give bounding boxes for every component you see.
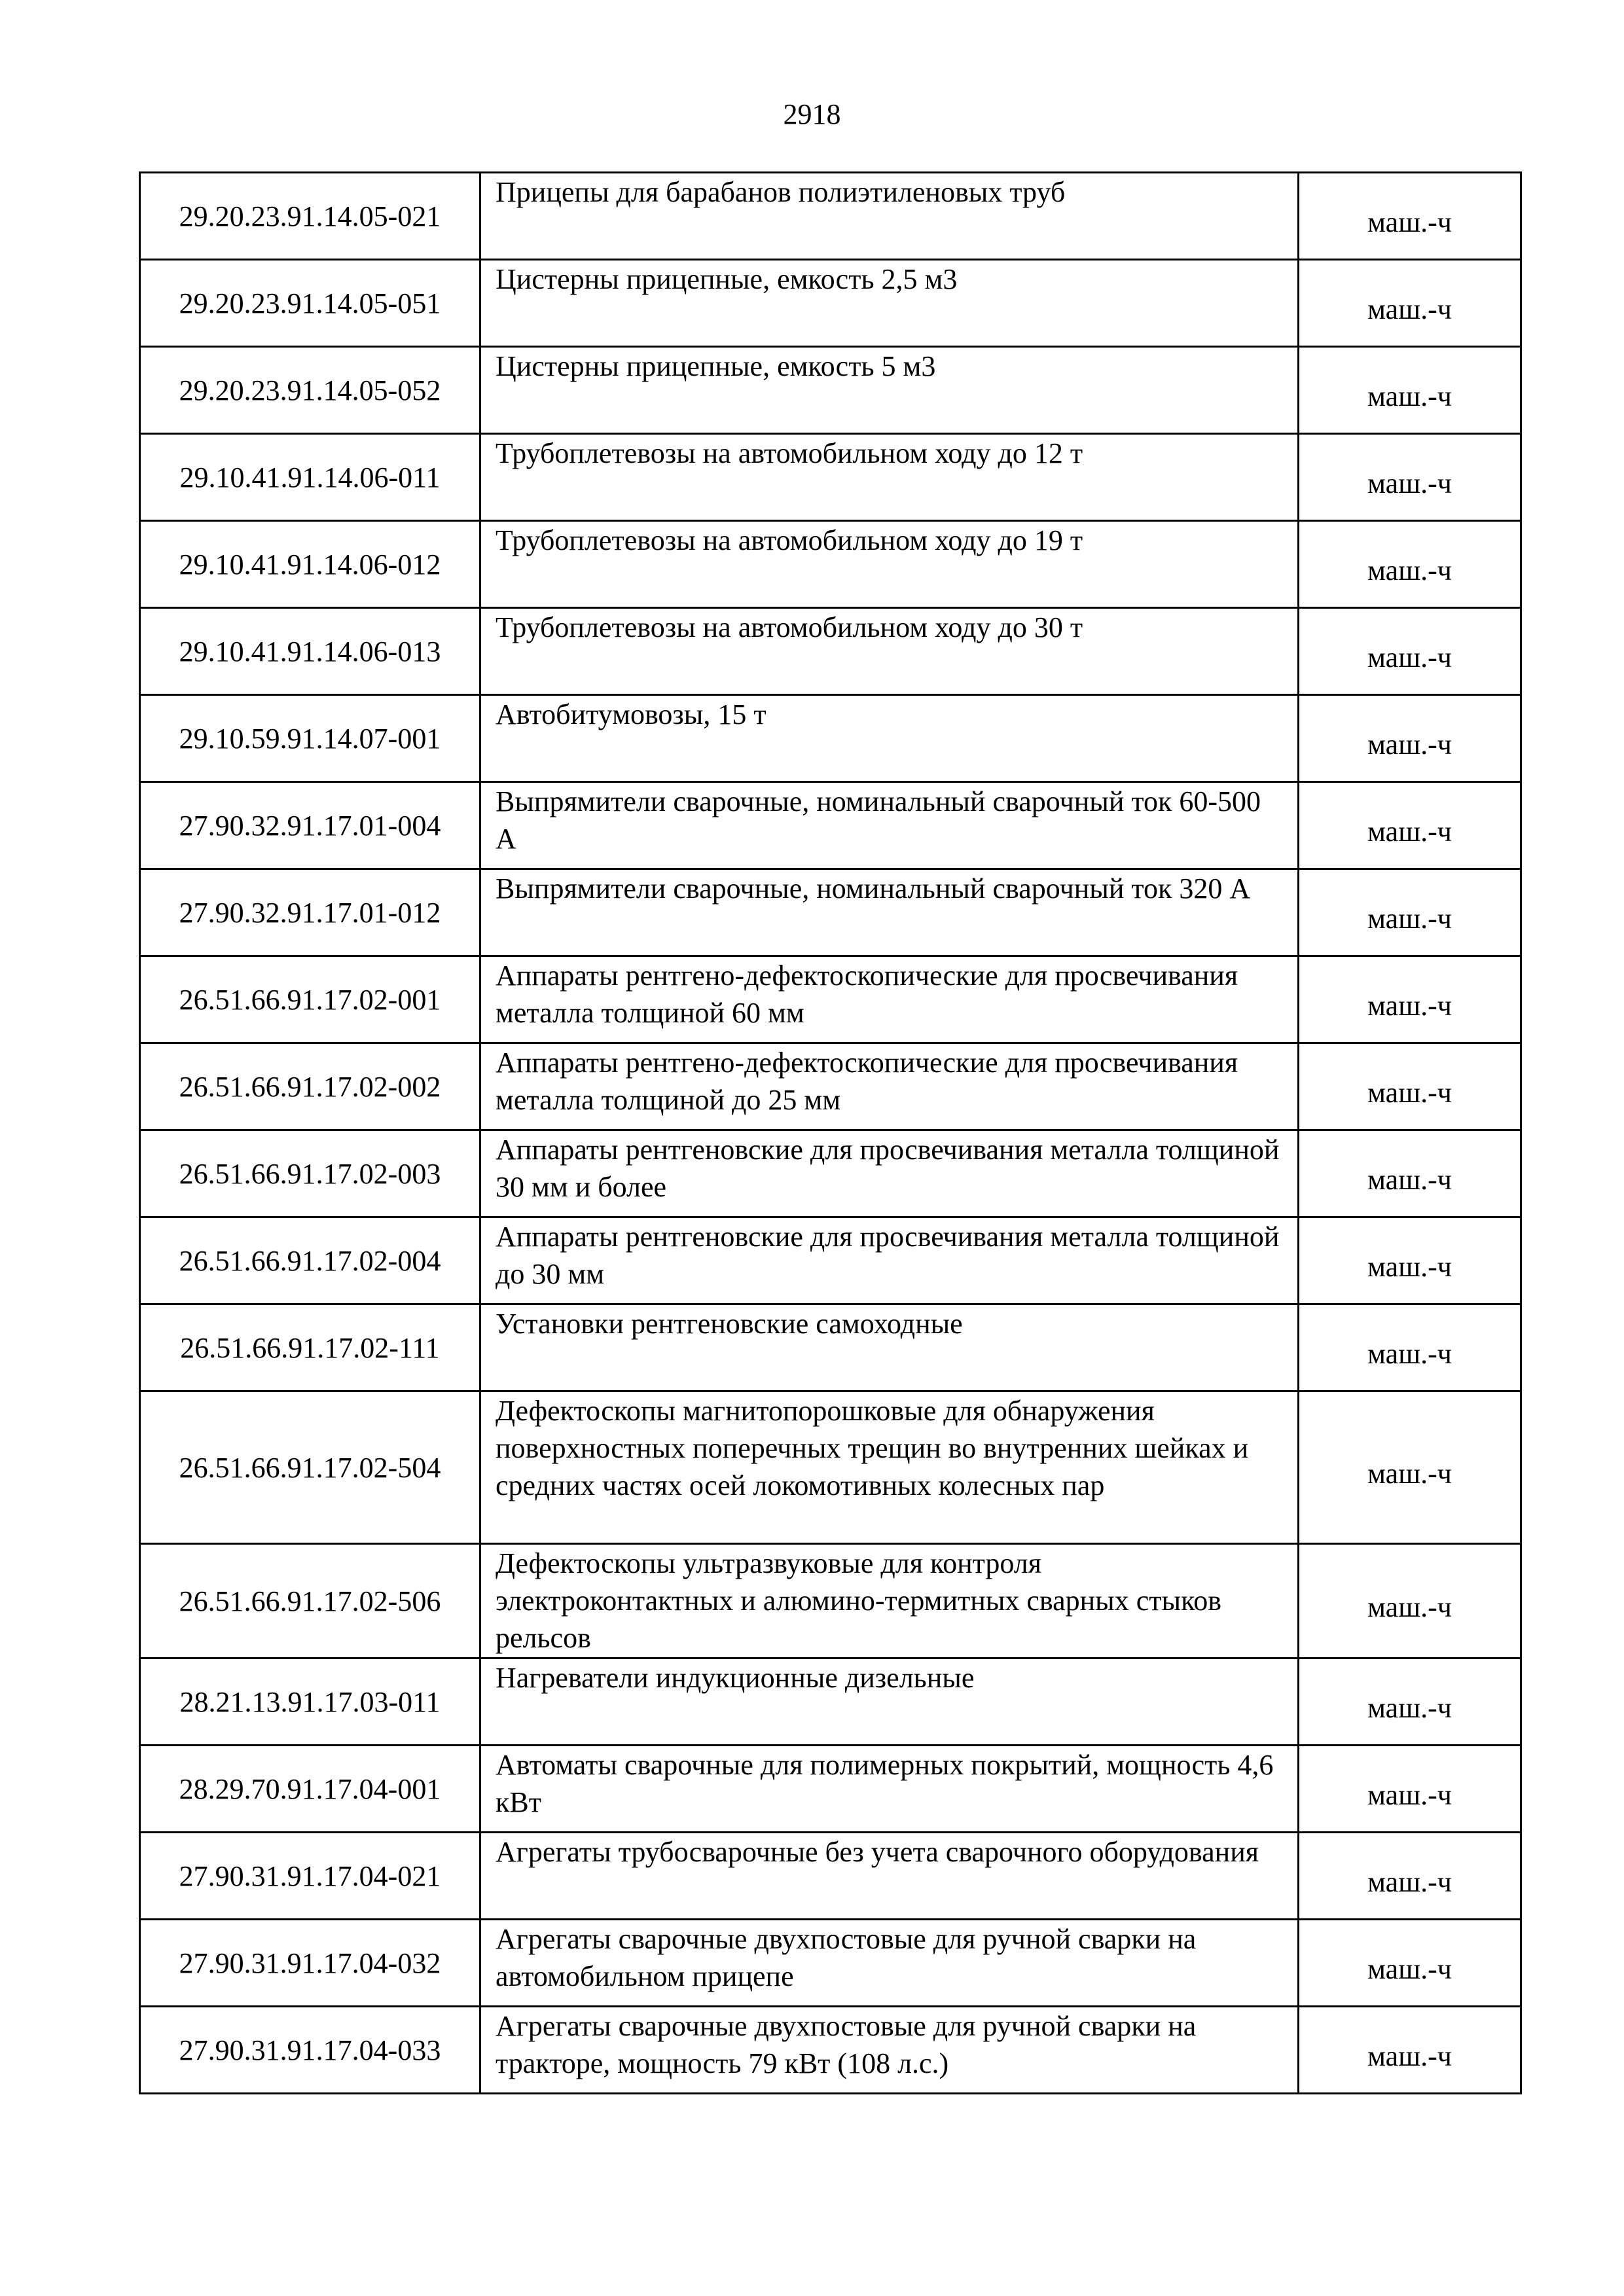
resource-code: 26.51.66.91.17.02-111 [140, 1304, 480, 1391]
resource-unit: маш.-ч [1367, 1337, 1452, 1370]
resource-name: Нагреватели индукционные дизельные [480, 1659, 1299, 1746]
resource-unit-cell [1299, 1920, 1521, 2007]
resource-code: 29.10.41.91.14.06-012 [140, 521, 480, 608]
resource-code: 27.90.31.91.17.04-021 [140, 1833, 480, 1920]
resource-table [139, 171, 1522, 2094]
resource-code: 27.90.32.91.17.01-012 [140, 869, 480, 956]
resource-unit: маш.-ч [1367, 1163, 1452, 1196]
resource-code: 27.90.31.91.17.04-032 [140, 1920, 480, 2007]
resource-name: Агрегаты сварочные двухпостовые для ручной сварки на тракторе, мощность 79 кВт (108 л.с.) [480, 2007, 1299, 2094]
resource-unit-cell [1299, 260, 1521, 347]
table-row [140, 869, 1521, 956]
resource-unit-cell [1299, 608, 1521, 695]
table-row [140, 347, 1521, 434]
resource-unit-cell [1299, 434, 1521, 521]
table-row [140, 608, 1521, 695]
resource-name: Выпрямители сварочные, номинальный сварочный ток 60-500 А [480, 782, 1299, 869]
table-row [140, 2007, 1521, 2094]
resource-code: 29.20.23.91.14.05-021 [140, 173, 480, 260]
resource-name: Аппараты рентгено-дефектоскопические для просвечивания металла толщиной до 25 мм [480, 1043, 1299, 1130]
resource-unit: маш.-ч [1367, 1952, 1452, 1985]
resource-code: 27.90.31.91.17.04-033 [140, 2007, 480, 2094]
resource-code: 26.51.66.91.17.02-506 [140, 1544, 480, 1659]
resource-unit-cell [1299, 1746, 1521, 1833]
table-row [140, 521, 1521, 608]
resource-name: Автобитумовозы, 15 т [480, 695, 1299, 782]
resource-name: Трубоплетевозы на автомобильном ходу до 12 т [480, 434, 1299, 521]
table-row [140, 1217, 1521, 1304]
resource-name: Прицепы для барабанов полиэтиленовых труб [480, 173, 1299, 260]
resource-unit: маш.-ч [1367, 1778, 1452, 1811]
resource-unit-cell [1299, 1304, 1521, 1391]
resource-unit-cell [1299, 1833, 1521, 1920]
resource-name: Дефектоскопы ультразвуковые для контроля электроконтактных и алюмино-термитных сварных стыков рельсов [480, 1544, 1299, 1659]
resource-unit: маш.-ч [1367, 293, 1452, 325]
resource-name: Аппараты рентгеновские для просвечивания металла толщиной до 30 мм [480, 1217, 1299, 1304]
resource-name: Цистерны прицепные, емкость 2,5 м3 [480, 260, 1299, 347]
resource-name: Установки рентгеновские самоходные [480, 1304, 1299, 1391]
resource-name: Цистерны прицепные, емкость 5 м3 [480, 347, 1299, 434]
resource-unit-cell [1299, 1659, 1521, 1746]
resource-unit: маш.-ч [1367, 641, 1452, 673]
resource-code: 26.51.66.91.17.02-504 [140, 1391, 480, 1544]
resource-name: Аппараты рентгено-дефектоскопические для просвечивания металла толщиной 60 мм [480, 956, 1299, 1043]
resource-name: Трубоплетевозы на автомобильном ходу до 30 т [480, 608, 1299, 695]
resource-unit-cell [1299, 1544, 1521, 1659]
resource-unit: маш.-ч [1367, 206, 1452, 238]
table-row [140, 1304, 1521, 1391]
resource-unit: маш.-ч [1367, 1590, 1452, 1623]
table-row [140, 1043, 1521, 1130]
resource-name: Выпрямители сварочные, номинальный сварочный ток 320 А [480, 869, 1299, 956]
resource-unit-cell [1299, 956, 1521, 1043]
table-row [140, 260, 1521, 347]
resource-unit: маш.-ч [1367, 467, 1452, 499]
resource-unit-cell [1299, 1217, 1521, 1304]
resource-unit: маш.-ч [1367, 1457, 1452, 1490]
resource-unit: маш.-ч [1367, 380, 1452, 412]
resource-name: Трубоплетевозы на автомобильном ходу до 19 т [480, 521, 1299, 608]
resource-code: 28.29.70.91.17.04-001 [140, 1746, 480, 1833]
resource-code: 26.51.66.91.17.02-003 [140, 1130, 480, 1217]
resource-code: 27.90.32.91.17.01-004 [140, 782, 480, 869]
table-row [140, 1833, 1521, 1920]
resource-unit: маш.-ч [1367, 902, 1452, 935]
resource-code: 26.51.66.91.17.02-002 [140, 1043, 480, 1130]
resource-table-body [140, 173, 1521, 2094]
table-row [140, 1659, 1521, 1746]
resource-unit-cell [1299, 347, 1521, 434]
resource-unit: маш.-ч [1367, 728, 1452, 761]
table-row [140, 695, 1521, 782]
resource-name: Дефектоскопы магнитопорошковые для обнаружения поверхностных поперечных трещин во внутренних шейках и средних частях осей локомотивных колесных пар [480, 1391, 1299, 1544]
resource-code: 26.51.66.91.17.02-001 [140, 956, 480, 1043]
resource-name: Аппараты рентгеновские для просвечивания металла толщиной 30 мм и более [480, 1130, 1299, 1217]
resource-unit: маш.-ч [1367, 1250, 1452, 1283]
resource-unit: маш.-ч [1367, 1865, 1452, 1898]
resource-name: Агрегаты трубосварочные без учета сварочного оборудования [480, 1833, 1299, 1920]
resource-name: Автоматы сварочные для полимерных покрытий, мощность 4,6 кВт [480, 1746, 1299, 1833]
table-row [140, 1130, 1521, 1217]
resource-unit-cell [1299, 1391, 1521, 1544]
table-row [140, 1544, 1521, 1659]
resource-code: 29.10.59.91.14.07-001 [140, 695, 480, 782]
resource-unit-cell [1299, 1043, 1521, 1130]
table-row [140, 782, 1521, 869]
table-row [140, 173, 1521, 260]
resource-unit: маш.-ч [1367, 1076, 1452, 1109]
resource-code: 29.10.41.91.14.06-011 [140, 434, 480, 521]
table-row [140, 1920, 1521, 2007]
resource-unit-cell [1299, 2007, 1521, 2094]
resource-code: 28.21.13.91.17.03-011 [140, 1659, 480, 1746]
resource-unit: маш.-ч [1367, 815, 1452, 848]
resource-unit: маш.-ч [1367, 989, 1452, 1022]
resource-code: 26.51.66.91.17.02-004 [140, 1217, 480, 1304]
resource-unit: маш.-ч [1367, 1691, 1452, 1724]
resource-unit-cell [1299, 695, 1521, 782]
resource-unit-cell [1299, 869, 1521, 956]
table-row [140, 956, 1521, 1043]
resource-code: 29.20.23.91.14.05-052 [140, 347, 480, 434]
resource-unit-cell [1299, 1130, 1521, 1217]
table-row [140, 1391, 1521, 1544]
resource-unit: маш.-ч [1367, 2039, 1452, 2072]
resource-unit-cell [1299, 782, 1521, 869]
table-row [140, 434, 1521, 521]
resource-unit-cell [1299, 521, 1521, 608]
page-number: 2918 [783, 98, 841, 130]
table-row [140, 1746, 1521, 1833]
resource-code: 29.10.41.91.14.06-013 [140, 608, 480, 695]
resource-code: 29.20.23.91.14.05-051 [140, 260, 480, 347]
resource-unit: маш.-ч [1367, 554, 1452, 586]
resource-unit-cell [1299, 173, 1521, 260]
resource-name: Агрегаты сварочные двухпостовые для ручной сварки на автомобильном прицепе [480, 1920, 1299, 2007]
